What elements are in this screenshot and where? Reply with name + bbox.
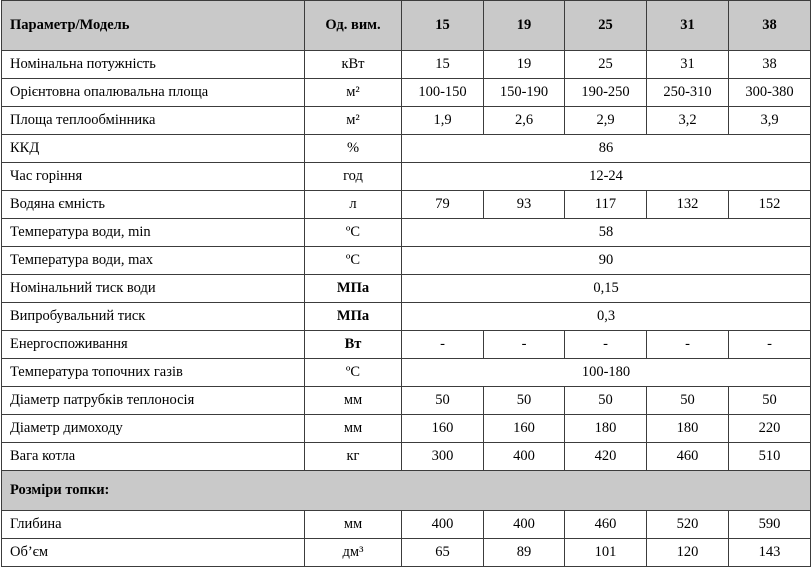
- value-cell: -: [729, 331, 811, 359]
- value-cell: 25: [565, 51, 647, 79]
- value-cell: 50: [484, 387, 565, 415]
- value-cell: 520: [647, 511, 729, 539]
- unit-cell: м²: [305, 107, 402, 135]
- table-row: [2, 359, 811, 387]
- value-cell: 150-190: [484, 79, 565, 107]
- value-cell: 93: [484, 191, 565, 219]
- param-cell: Орієнтовна опалювальна площа: [2, 79, 305, 107]
- param-cell: Номінальний тиск води: [2, 275, 305, 303]
- unit-cell: л: [305, 191, 402, 219]
- param-cell: Температура води, max: [2, 247, 305, 275]
- value-cell: 300: [402, 443, 484, 471]
- table-row: [2, 135, 811, 163]
- value-cell: 152: [729, 191, 811, 219]
- unit-cell: кВт: [305, 51, 402, 79]
- value-cell: 65: [402, 539, 484, 567]
- header-model: 31: [647, 1, 729, 51]
- param-cell: Об’єм: [2, 539, 305, 567]
- value-cell-merged: 58: [402, 219, 811, 247]
- value-cell: 50: [402, 387, 484, 415]
- table-row: [2, 79, 811, 107]
- table-row: [2, 191, 811, 219]
- value-cell: 101: [565, 539, 647, 567]
- value-cell: -: [565, 331, 647, 359]
- table-row: [2, 247, 811, 275]
- value-cell: 2,9: [565, 107, 647, 135]
- param-cell: Номінальна потужність: [2, 51, 305, 79]
- value-cell: 300-380: [729, 79, 811, 107]
- section-title: Розміри топки:: [2, 471, 811, 511]
- param-cell: Температура води, min: [2, 219, 305, 247]
- value-cell: 460: [565, 511, 647, 539]
- table-row: [2, 219, 811, 247]
- value-cell: -: [402, 331, 484, 359]
- table-body: [2, 51, 811, 567]
- value-cell-merged: 0,15: [402, 275, 811, 303]
- header-model: 25: [565, 1, 647, 51]
- value-cell-merged: 90: [402, 247, 811, 275]
- table-row: [2, 387, 811, 415]
- param-cell: ККД: [2, 135, 305, 163]
- header-param: Параметр/Модель: [2, 1, 305, 51]
- value-cell: 160: [402, 415, 484, 443]
- value-cell: 420: [565, 443, 647, 471]
- value-cell: 117: [565, 191, 647, 219]
- value-cell: 3,2: [647, 107, 729, 135]
- value-cell: 15: [402, 51, 484, 79]
- value-cell: -: [484, 331, 565, 359]
- value-cell: 400: [484, 511, 565, 539]
- value-cell: 220: [729, 415, 811, 443]
- unit-cell: год: [305, 163, 402, 191]
- param-cell: Температура топочних газів: [2, 359, 305, 387]
- param-cell: Час горіння: [2, 163, 305, 191]
- table-row: [2, 331, 811, 359]
- param-cell: Діаметр патрубків теплоносія: [2, 387, 305, 415]
- unit-cell: %: [305, 135, 402, 163]
- value-cell: 250-310: [647, 79, 729, 107]
- param-cell: Площа теплообмінника: [2, 107, 305, 135]
- value-cell: 1,9: [402, 107, 484, 135]
- value-cell: 190-250: [565, 79, 647, 107]
- value-cell: 3,9: [729, 107, 811, 135]
- unit-cell: мм: [305, 511, 402, 539]
- unit-cell: ºC: [305, 359, 402, 387]
- header-row: [2, 1, 811, 51]
- header-model: 15: [402, 1, 484, 51]
- value-cell: 460: [647, 443, 729, 471]
- value-cell: -: [647, 331, 729, 359]
- value-cell: 50: [647, 387, 729, 415]
- param-cell: Вага котла: [2, 443, 305, 471]
- param-cell: Випробувальний тиск: [2, 303, 305, 331]
- table-row: [2, 107, 811, 135]
- value-cell: 160: [484, 415, 565, 443]
- header-model: 38: [729, 1, 811, 51]
- value-cell-merged: 100-180: [402, 359, 811, 387]
- unit-cell: кг: [305, 443, 402, 471]
- unit-cell: дм³: [305, 539, 402, 567]
- unit-cell: МПа: [305, 303, 402, 331]
- value-cell-merged: 12-24: [402, 163, 811, 191]
- unit-cell: ºC: [305, 219, 402, 247]
- header-unit: Од. вим.: [305, 1, 402, 51]
- unit-cell: ºC: [305, 247, 402, 275]
- table-row: [2, 539, 811, 567]
- value-cell: 400: [402, 511, 484, 539]
- value-cell: 31: [647, 51, 729, 79]
- param-cell: Енергоспоживання: [2, 331, 305, 359]
- unit-cell: мм: [305, 415, 402, 443]
- value-cell: 120: [647, 539, 729, 567]
- table-row: [2, 275, 811, 303]
- value-cell: 180: [565, 415, 647, 443]
- param-cell: Глибина: [2, 511, 305, 539]
- table-row: [2, 163, 811, 191]
- unit-cell: мм: [305, 387, 402, 415]
- table-header: [2, 1, 811, 51]
- unit-cell: м²: [305, 79, 402, 107]
- table-row: [2, 303, 811, 331]
- section-row: [2, 471, 811, 511]
- spec-table: [1, 0, 811, 567]
- value-cell: 132: [647, 191, 729, 219]
- table-row: [2, 443, 811, 471]
- param-cell: Водяна ємність: [2, 191, 305, 219]
- unit-cell: Вт: [305, 331, 402, 359]
- value-cell: 400: [484, 443, 565, 471]
- value-cell-merged: 0,3: [402, 303, 811, 331]
- value-cell: 180: [647, 415, 729, 443]
- table-row: [2, 415, 811, 443]
- unit-cell: МПа: [305, 275, 402, 303]
- value-cell: 19: [484, 51, 565, 79]
- value-cell: 89: [484, 539, 565, 567]
- value-cell: 100-150: [402, 79, 484, 107]
- value-cell: 590: [729, 511, 811, 539]
- header-model: 19: [484, 1, 565, 51]
- value-cell: 143: [729, 539, 811, 567]
- param-cell: Діаметр димоходу: [2, 415, 305, 443]
- value-cell: 50: [729, 387, 811, 415]
- value-cell: 510: [729, 443, 811, 471]
- table-row: [2, 51, 811, 79]
- value-cell: 38: [729, 51, 811, 79]
- value-cell: 2,6: [484, 107, 565, 135]
- value-cell-merged: 86: [402, 135, 811, 163]
- table-row: [2, 511, 811, 539]
- value-cell: 50: [565, 387, 647, 415]
- value-cell: 79: [402, 191, 484, 219]
